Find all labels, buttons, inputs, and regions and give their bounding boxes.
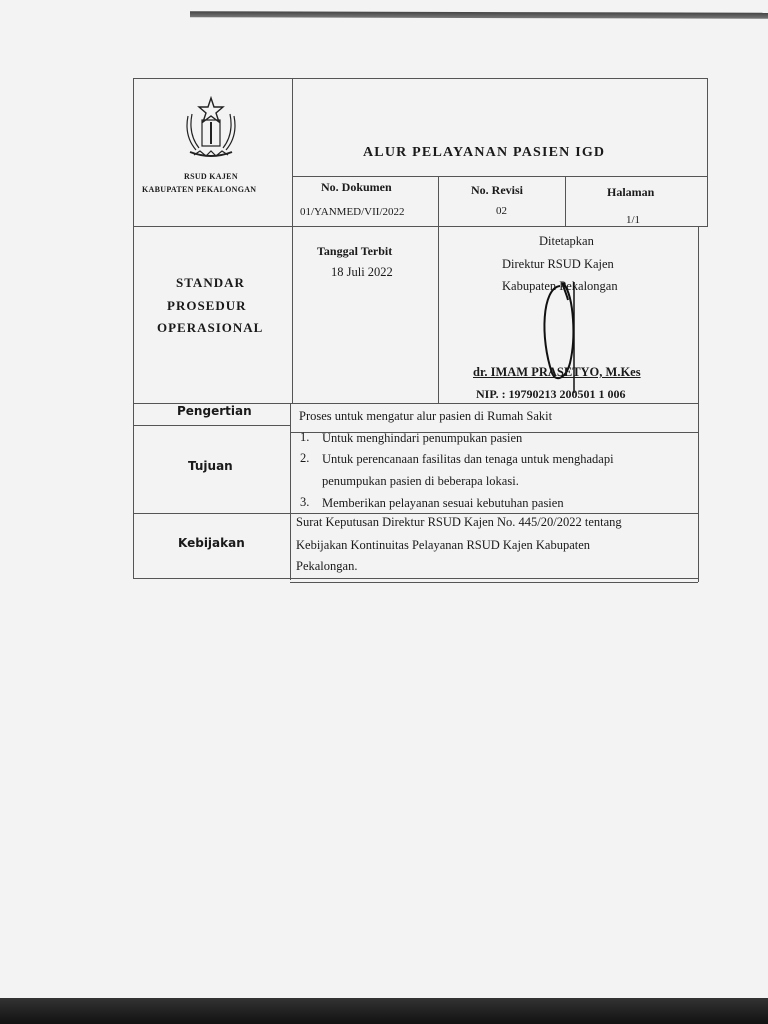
scan-bottom-edge — [0, 998, 768, 1024]
document-title: ALUR PELAYANAN PASIEN IGD — [363, 145, 606, 160]
tujuan-item-1: Untuk menghindari penumpukan pasien — [322, 431, 523, 445]
scan-top-edge — [190, 11, 768, 19]
signer-nip: NIP. : 19790213 200501 1 006 — [476, 387, 626, 401]
sop-line-1: STANDAR — [176, 275, 245, 290]
page-label: Halaman — [607, 185, 655, 199]
hospital-name: RSUD KAJEN — [184, 172, 238, 181]
approved-line-1: Ditetapkan — [539, 234, 594, 248]
issued-date: 18 Juli 2022 — [331, 265, 393, 279]
doc-no-label: No. Dokumen — [321, 180, 392, 194]
approved-line-2: Direktur RSUD Kajen — [502, 257, 614, 271]
sop-line-3: OPERASIONAL — [157, 320, 264, 335]
regency-emblem-icon — [180, 96, 242, 160]
pengertian-label: Pengertian — [177, 404, 252, 418]
tujuan-item-3-number: 3. — [300, 495, 310, 509]
tujuan-item-2-line-2: penumpukan pasien di beberapa lokasi. — [322, 474, 519, 488]
issued-label: Tanggal Terbit — [317, 244, 393, 258]
sop-line-2: PROSEDUR — [167, 298, 247, 313]
kebijakan-line-1: Surat Keputusan Direktur RSUD Kajen No. 445/20/2022 tentang — [296, 515, 622, 529]
approved-line-3: Kabupaten Pekalongan — [502, 279, 618, 293]
kebijakan-line-2: Kebijakan Kontinuitas Pelayanan RSUD Kajen Kabupaten — [296, 538, 591, 552]
pengertian-text: Proses untuk mengatur alur pasien di Rumah Sakit — [299, 409, 553, 423]
revision-label: No. Revisi — [471, 183, 523, 197]
tujuan-item-2-number: 2. — [300, 451, 310, 465]
kebijakan-label: Kebijakan — [178, 536, 245, 550]
doc-no-value: 01/YANMED/VII/2022 — [300, 206, 405, 218]
regency-name: KABUPATEN PEKALONGAN — [142, 185, 257, 194]
page-value: 1/1 — [626, 214, 641, 226]
kebijakan-line-3: Pekalongan. — [296, 559, 358, 573]
tujuan-item-3: Memberikan pelayanan sesuai kebutuhan pasien — [322, 496, 564, 510]
signer-name: dr. IMAM PRASETYO, M.Kes — [473, 365, 641, 379]
tujuan-item-2-line-1: Untuk perencanaan fasilitas dan tenaga untuk menghadapi — [322, 452, 614, 466]
revision-value: 02 — [496, 205, 507, 217]
tujuan-label: Tujuan — [188, 459, 233, 473]
signature-mark — [530, 278, 590, 398]
tujuan-item-1-number: 1. — [300, 430, 310, 444]
